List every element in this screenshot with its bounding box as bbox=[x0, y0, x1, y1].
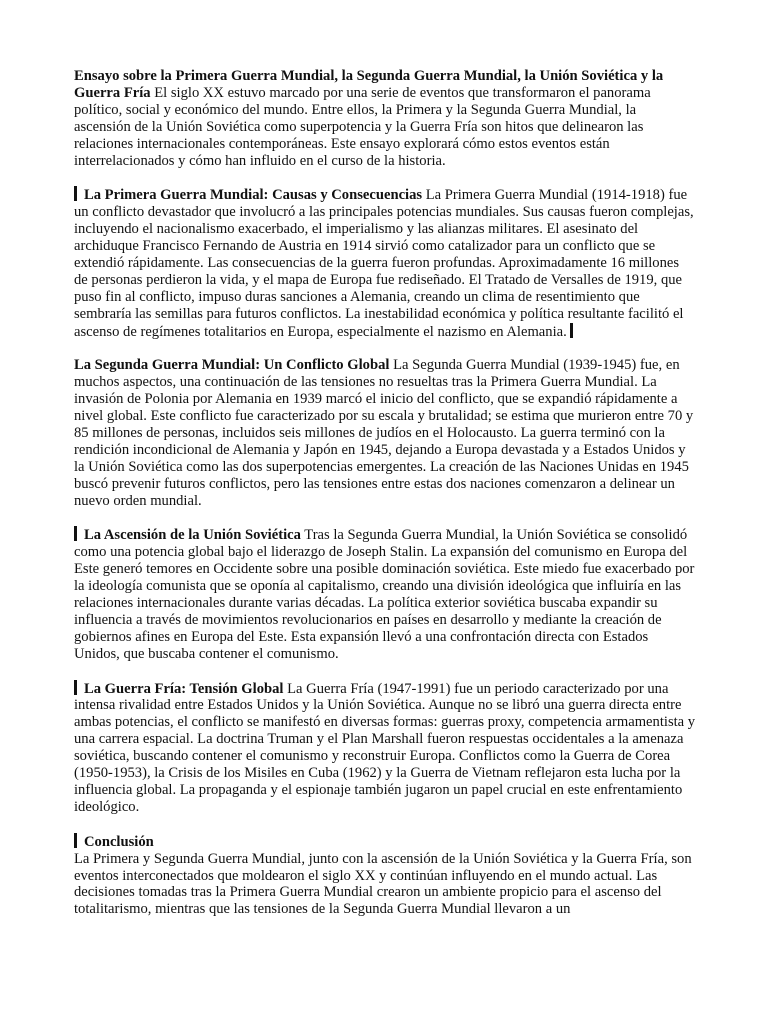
section-marker-icon bbox=[74, 833, 77, 848]
section-conclusion bbox=[74, 833, 696, 919]
intro-body: El siglo XX estuvo marcado por una serie de eventos que transformaron el panorama político, social y económico del mundo. Entre ellos, la Primera y la Segunda Guerra Mundial, la ascensión de la Unión Soviética como superpotencia y la Guerra Fría son hitos que delinearon las relaciones internacionales contemporáneas. Este ensayo explorará cómo estos eventos están interrelacionados y cómo han influido en el curso de la historia. bbox=[74, 84, 651, 169]
section-marker-icon bbox=[74, 526, 77, 541]
essay-title: Ensayo sobre la Primera Guerra Mundial, la Segunda Guerra Mundial, la Unión Soviética y la Guerra Fría bbox=[74, 68, 664, 101]
section-heading: Conclusión bbox=[84, 833, 154, 850]
section-body: La Guerra Fría (1947-1991) fue un periodo caracterizado por una intensa rivalidad entre Estados Unidos y la Unión Soviética. Aunque no se libró una guerra directa entre ambas potencias, el conflicto se manifestó en diversas formas: guerras proxy, competencia armamentista y una carrera espacial. La doctrina Truman y el Plan Marshall fueron respuestas occidentales a la amenaza soviética, buscando contener el comunismo y reconstruir Europa. Conflictos como la Guerra de Corea (1950-1953), la Crisis de los Misiles en Cuba (1962) y la Guerra de Vietnam reflejaron esta lucha por la influencia global. La propaganda y el espionaje también jugaron un papel crucial en este enfrentamiento ideológico. bbox=[74, 680, 696, 815]
section-heading: La Primera Guerra Mundial: Causas y Consecuencias bbox=[84, 187, 423, 204]
section-body: La Segunda Guerra Mundial (1939-1945) fue, en muchos aspectos, una continuación de las tensiones no resueltas tras la Primera Guerra Mundial. La invasión de Polonia por Alemania en 1939 marcó el inicio del conflicto, que se expandió rápidamente a nivel global. Este conflicto fue caracterizado por su escala y brutalidad; se estima que murieron entre 70 y 85 millones de personas, incluidos seis millones de judíos en el Holocausto. La guerra terminó con la rendición incondicional de Alemania y Japón en 1945, dejando a Europa devastada y a Estados Unidos y la Unión Soviética como las dos superpotencias emergentes. La creación de las Naciones Unidas en 1945 buscó prevenir futuros conflictos, pero las tensiones entre estas dos naciones comenzaron a delinear un nuevo orden mundial. bbox=[74, 357, 694, 509]
section-heading: La Guerra Fría: Tensión Global bbox=[84, 680, 284, 697]
section-heading: La Segunda Guerra Mundial: Un Conflicto Global bbox=[74, 357, 390, 374]
section-guerra-fria bbox=[74, 680, 696, 816]
intro-paragraph bbox=[74, 68, 696, 169]
section-body: La Primera y Segunda Guerra Mundial, junto con la ascensión de la Unión Soviética y la Guerra Fría, son eventos interconectados que moldearon el siglo XX y continúan influyendo en el mundo actual. Las decisiones tomadas tras la Primera Guerra Mundial crearon un ambiente propicio para el ascenso del totalitarismo, mientras que las tensiones de la Segunda Guerra Mundial llevaron a un bbox=[74, 850, 692, 918]
section-union-sovietica bbox=[74, 526, 696, 662]
section-marker-icon bbox=[74, 186, 77, 201]
section-end-marker-icon bbox=[570, 323, 573, 338]
section-marker-icon bbox=[74, 680, 77, 695]
section-body: La Primera Guerra Mundial (1914-1918) fue un conflicto devastador que involucró a las principales potencias mundiales. Sus causas fueron complejas, incluyendo el nacionalismo exacerbado, el imperialismo y las alianzas militares. El asesinato del archiduque Francisco Fernando de Austria en 1914 sirvió como catalizador para un conflicto que se extendió rápidamente. Las consecuencias de la guerra fueron profundas. Aproximadamente 16 millones de personas perdieron la vida, y el mapa de Europa fue rediseñado. El Tratado de Versalles de 1919, que puso fin al conflicto, impuso duras sanciones a Alemania, creando un clima de resentimiento que sembraría las semillas para futuros conflictos. La inestabilidad económica y política resultante facilitó el ascenso de regímenes totalitarios en Europa, especialmente el nazismo en Alemania. bbox=[74, 187, 694, 340]
section-heading: La Ascensión de la Unión Soviética bbox=[84, 527, 301, 544]
section-segunda-guerra bbox=[74, 357, 696, 509]
section-body: Tras la Segunda Guerra Mundial, la Unión Soviética se consolidó como una potencia global bajo el liderazgo de Joseph Stalin. La expansión del comunismo en Europa del Este generó temores en Occidente sobre una posible dominación soviética. Este miedo fue exacerbado por la ideología comunista que se oponía al capitalismo, creando una división ideológica que influiría en las relaciones internacionales durante varias décadas. La política exterior soviética buscaba expandir su influencia a través de movimientos revolucionarios en países en desarrollo y mediante la creación de gobiernos afines en Europa del Este. Esta expansión llevó a una confrontación directa con Estados Unidos, que buscaba contener el comunismo. bbox=[74, 527, 695, 662]
document-page bbox=[74, 68, 696, 918]
section-primera-guerra bbox=[74, 186, 696, 340]
